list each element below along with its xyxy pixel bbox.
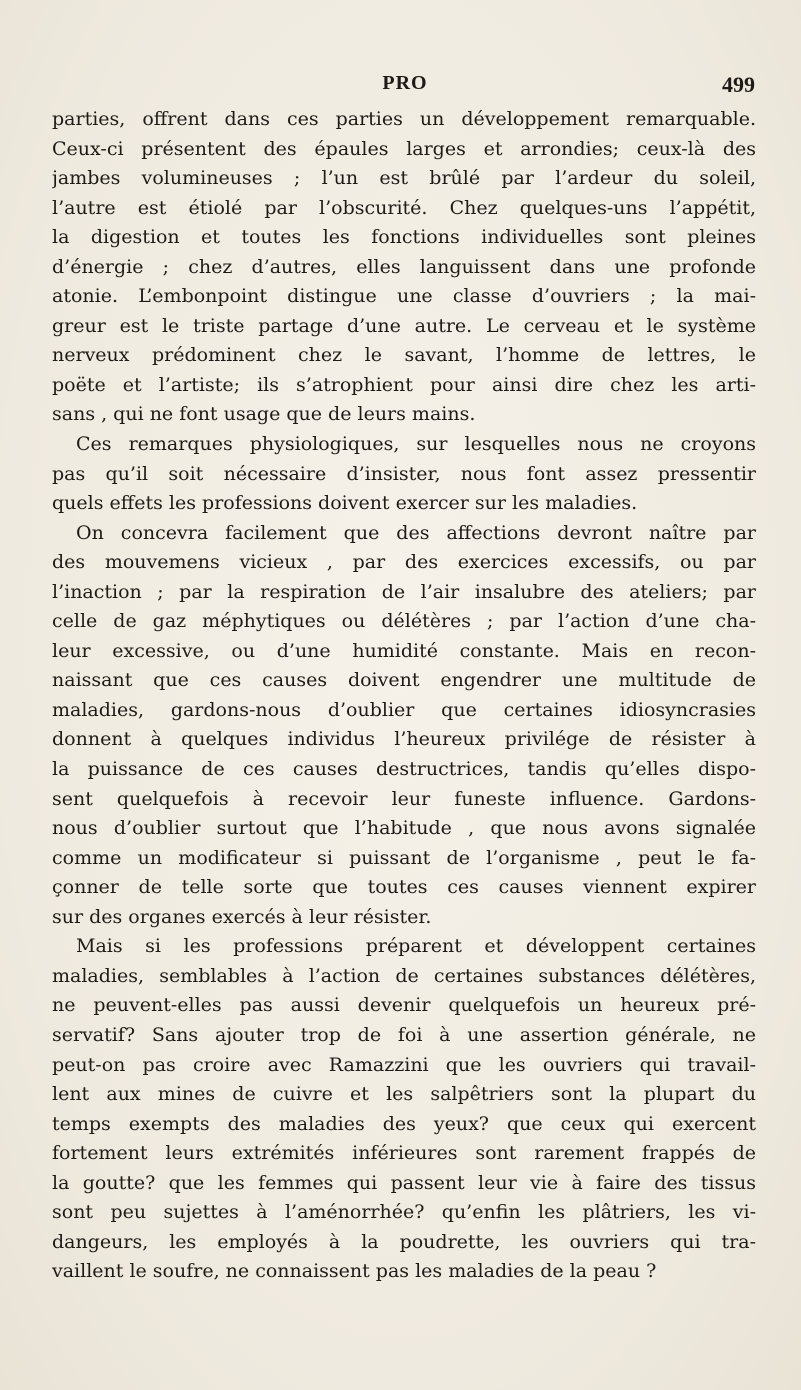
text-line: nous d’oublier surtout que l’habitude , que nous avons signalée (52, 817, 756, 840)
text-line: sent quelquefois à recevoir leur funeste influence. Gardons- (52, 787, 756, 810)
text-line: l’inaction ; par la respiration de l’air insalubre des ateliers; par (52, 580, 756, 603)
body-text (52, 105, 756, 1287)
text-line: la digestion et toutes les fonctions individuelles sont pleines (52, 226, 756, 249)
text-line: sans , qui ne font usage que de leurs mains. (52, 403, 476, 426)
page-number: 499 (722, 72, 755, 97)
text-line: fortement leurs extrémités inférieures sont rarement frappés de (52, 1142, 756, 1165)
text-line: des mouvemens vicieux , par des exercices excessifs, ou par (52, 551, 756, 574)
text-line: leur excessive, ou d’une humidité constante. Mais en recon- (52, 639, 756, 662)
text-line: sur des organes exercés à leur résister. (52, 905, 432, 928)
text-line: Mais si les professions préparent et développent certaines (76, 935, 756, 958)
text-line: nerveux prédominent chez le savant, l’homme de lettres, le (52, 344, 756, 367)
text-line: la puissance de ces causes destructrices, tandis qu’elles dispo- (52, 758, 756, 781)
text-line: jambes volumineuses ; l’un est brûlé par l’ardeur du soleil, (52, 167, 756, 190)
text-line: dangeurs, les employés à la poudrette, les ouvriers qui tra- (52, 1230, 756, 1253)
text-line: greur est le triste partage d’une autre. Le cerveau et le système (52, 314, 756, 337)
text-line: maladies, gardons-nous d’oublier que certaines idiosyncrasies (52, 698, 756, 721)
text-line: On concevra facilement que des affections devront naître par (76, 521, 756, 544)
text-line: la goutte? que les femmes qui passent leur vie à faire des tissus (52, 1171, 756, 1194)
text-line: servatif? Sans ajouter trop de foi à une assertion générale, ne (52, 1023, 756, 1046)
text-line: çonner de telle sorte que toutes ces causes viennent expirer (52, 876, 756, 899)
text-line: quels effets les professions doivent exercer sur les maladies. (52, 492, 638, 515)
text-line: comme un modificateur si puissant de l’organisme , peut le fa- (52, 846, 756, 869)
text-line: vaillent le soufre, ne connaissent pas les maladies de la peau ? (52, 1260, 657, 1283)
text-line: poëte et l’artiste; ils s’atrophient pour ainsi dire chez les arti- (52, 373, 756, 396)
text-line: naissant que ces causes doivent engendrer une multitude de (52, 669, 756, 692)
text-line: maladies, semblables à l’action de certaines substances délétères, (52, 964, 756, 987)
page-header (55, 72, 755, 102)
running-head: PRO (382, 72, 428, 94)
text-line: temps exempts des maladies des yeux? que ceux qui exercent (52, 1112, 756, 1135)
text-line: parties, offrent dans ces parties un développement remarquable. (52, 108, 756, 130)
text-line: Ces remarques physiologiques, sur lesquelles nous ne croyons (76, 433, 756, 456)
text-line: ne peuvent-elles pas aussi devenir quelquefois un heureux pré- (52, 994, 756, 1017)
text-line: Ceux-ci présentent des épaules larges et arrondies; ceux-là des (52, 137, 756, 160)
text-line: lent aux mines de cuivre et les salpêtriers sont la plupart du (52, 1083, 756, 1106)
text-line: celle de gaz méphytiques ou délétères ; par l’action d’une cha- (52, 610, 756, 633)
text-line: d’énergie ; chez d’autres, elles languissent dans une profonde (52, 255, 756, 278)
text-line: pas qu’il soit nécessaire d’insister, nous font assez pressentir (52, 462, 756, 485)
text-line: sont peu sujettes à l’aménorrhée? qu’enfin les plâtriers, les vi- (52, 1201, 756, 1224)
text-line: donnent à quelques individus l’heureux privilége de résister à (52, 728, 756, 751)
text-line: atonie. L’embonpoint distingue une classe d’ouvriers ; la mai- (52, 285, 756, 308)
text-line: peut-on pas croire avec Ramazzini que les ouvriers qui travail- (52, 1053, 756, 1076)
text-line: l’autre est étiolé par l’obscurité. Chez quelques-uns l’appétit, (52, 196, 756, 219)
